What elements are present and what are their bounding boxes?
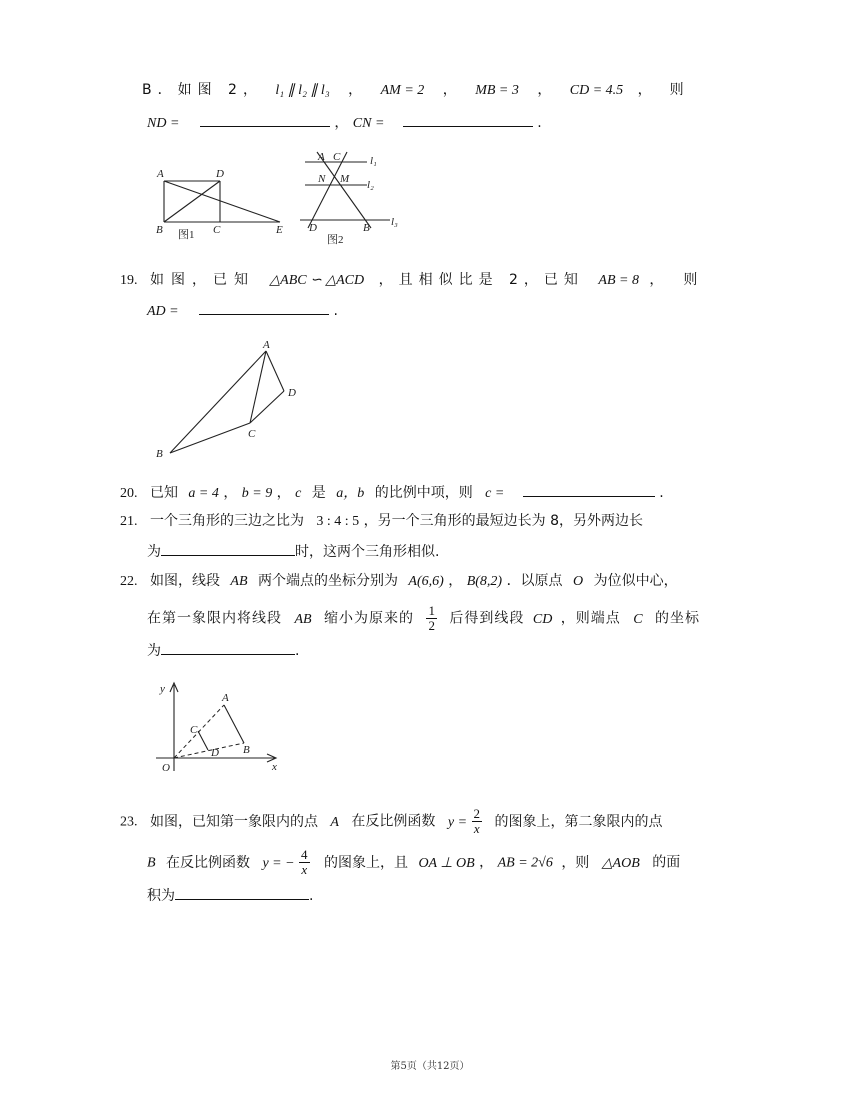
q22-a: A(6,6) bbox=[408, 574, 444, 589]
q18b-nd-blank[interactable] bbox=[200, 112, 330, 127]
q22-ab: AB bbox=[230, 574, 248, 589]
q21-ratio: 3 : 4 : 5 bbox=[316, 514, 360, 529]
q23-line1 bbox=[120, 807, 662, 836]
fig1-label-d: D bbox=[216, 168, 224, 180]
q19-label-a: A bbox=[263, 339, 270, 351]
q22-label-y: y bbox=[160, 683, 165, 695]
q18b-am: AM = 2 bbox=[380, 83, 425, 98]
q22-c: C bbox=[633, 611, 643, 627]
q18b-mb: MB = 3 bbox=[475, 83, 519, 98]
fig2-label-m: M bbox=[340, 173, 350, 185]
q23-text1: 如图，已知第一象限内的点 bbox=[149, 813, 318, 830]
q23-b: B bbox=[147, 855, 156, 871]
q19-label-c: C bbox=[248, 428, 256, 440]
q22-end: . bbox=[295, 643, 300, 659]
q19-similar: △ABC ∽ △ACD bbox=[269, 273, 365, 288]
q23-text3: 的图象上，第二象限内的点 bbox=[494, 813, 663, 830]
fig1-label-c: C bbox=[213, 224, 221, 236]
q22-text9: 的坐标 bbox=[655, 610, 701, 627]
q22-line1 bbox=[120, 571, 678, 592]
q23-y2: y = − bbox=[262, 855, 295, 871]
q23-a: A bbox=[330, 814, 339, 830]
q23-frac2-den: x bbox=[301, 862, 308, 877]
q20-number: 20. bbox=[120, 486, 138, 501]
q23-comma: ， bbox=[479, 854, 494, 871]
q18b-then: ，则 bbox=[637, 82, 702, 98]
q22-blank[interactable] bbox=[161, 640, 295, 655]
q18b-cd: CD = 4.5 bbox=[569, 83, 624, 98]
q23-number: 23. bbox=[120, 814, 138, 830]
q20-comma1: ， bbox=[223, 485, 238, 501]
fig1-label-e: E bbox=[276, 224, 283, 236]
q20-end: . bbox=[659, 485, 664, 501]
page-footer: 第5页（共12页） bbox=[390, 1061, 470, 1072]
fig2-label-l1: l₁ bbox=[370, 155, 377, 167]
q20-text1: 已知 bbox=[149, 485, 178, 501]
q18b-comma4: ， bbox=[334, 115, 349, 131]
q23-frac1-den: x bbox=[473, 821, 480, 836]
q19-label-d: D bbox=[288, 387, 296, 399]
q22-label-x: x bbox=[272, 761, 277, 773]
q20-line bbox=[120, 482, 664, 504]
q19-number: 19. bbox=[120, 273, 138, 288]
q20-ceq: c = bbox=[485, 486, 505, 501]
fig2-label-n: N bbox=[318, 173, 326, 185]
q23-blank[interactable] bbox=[175, 885, 309, 900]
q20-comma2: ， bbox=[276, 485, 291, 501]
q23-text6: ，则 bbox=[561, 854, 590, 871]
fig2-label-c: C bbox=[333, 151, 341, 163]
q20-b: b = 9 bbox=[241, 486, 273, 501]
q22-figure bbox=[150, 675, 290, 785]
q21-line2 bbox=[147, 541, 439, 562]
q22-text8: ，则端点 bbox=[560, 610, 621, 627]
q22-comma: ， bbox=[448, 573, 463, 589]
q22-text2: 两个端点的坐标分别为 bbox=[257, 573, 398, 589]
q22-b: B(8,2) bbox=[466, 574, 503, 589]
q23-fraction-1 bbox=[472, 807, 483, 836]
q21-blank[interactable] bbox=[161, 541, 295, 556]
fig1-caption: 图1 bbox=[178, 229, 195, 241]
fig2-label-l3: l₃ bbox=[391, 216, 398, 228]
q22-lead: 为 bbox=[147, 643, 161, 659]
q22-number: 22. bbox=[120, 574, 138, 589]
q19-line2 bbox=[147, 300, 338, 322]
q22-frac-den: 2 bbox=[428, 618, 435, 633]
q23-lead: 积为 bbox=[147, 888, 175, 904]
q20-text3: 的比例中项，则 bbox=[374, 485, 473, 501]
q18b-figure-1 bbox=[150, 165, 295, 245]
q23-line2 bbox=[147, 848, 680, 877]
q23-text2: 在反比例函数 bbox=[351, 813, 436, 830]
q22-text3: ．以原点 bbox=[506, 573, 563, 589]
q18b-nd: ND = bbox=[147, 116, 180, 131]
q18b-lead: B．如图 2， bbox=[142, 82, 263, 98]
q21-text1: 一个三角形的三边之比为 bbox=[149, 513, 304, 529]
q23-perp: OA ⊥ OB bbox=[418, 855, 475, 871]
q19-ab: AB = 8 bbox=[598, 273, 639, 288]
q18b-cn-blank[interactable] bbox=[403, 112, 533, 127]
q18b-parallel: l₁ ∥ l₂ ∥ l₃ bbox=[275, 83, 330, 98]
q23-text7: 的面 bbox=[652, 854, 681, 871]
q21-text2: ，另一个三角形的最短边长为 8，另外两边长 bbox=[363, 513, 643, 529]
q22-text4: 为位似中心， bbox=[593, 573, 678, 589]
q23-frac2-num: 4 bbox=[301, 847, 308, 862]
q18b-line2 bbox=[147, 112, 542, 134]
q21-lead: 为 bbox=[147, 544, 161, 560]
q18b-comma3: ， bbox=[537, 82, 552, 98]
q22-text1: 如图，线段 bbox=[149, 573, 220, 589]
q21-tail: 时，这两个三角形相似. bbox=[295, 544, 440, 560]
q23-frac1-num: 2 bbox=[473, 806, 480, 821]
q19-ad-blank[interactable] bbox=[199, 300, 329, 315]
q22-label-b: B bbox=[243, 744, 250, 756]
q22-fraction bbox=[426, 604, 437, 633]
fig2-label-b: B bbox=[363, 222, 370, 234]
q23-text5: 的图象上，且 bbox=[323, 854, 408, 871]
q23-fraction-2 bbox=[299, 848, 310, 877]
q19-label-b: B bbox=[156, 448, 163, 460]
q19-end: . bbox=[333, 303, 338, 319]
q22-label-d: D bbox=[211, 747, 219, 759]
q23-ab: AB = 2√6 bbox=[497, 855, 553, 871]
q22-text6: 缩小为原来的 bbox=[324, 610, 415, 627]
q22-line2 bbox=[147, 604, 700, 633]
fig2-label-a: A bbox=[318, 151, 325, 163]
q20-a: a = 4 bbox=[188, 486, 219, 501]
q22-label-a: A bbox=[222, 692, 229, 704]
q19-line1 bbox=[120, 270, 717, 291]
q18b-end: . bbox=[537, 115, 542, 131]
q22-label-c: C bbox=[190, 724, 198, 736]
q18b-cn: CN = bbox=[352, 116, 385, 131]
q22-label-o: O bbox=[162, 762, 170, 774]
q21-line1 bbox=[120, 511, 643, 532]
q23-end: . bbox=[309, 888, 314, 904]
q20-text2: 是 bbox=[311, 485, 326, 501]
q19-text2: ，且相似比是 2，已知 bbox=[378, 272, 584, 288]
q19-ad: AD = bbox=[147, 304, 179, 319]
q19-then: ，则 bbox=[649, 272, 718, 288]
q23-triangle: △AOB bbox=[601, 855, 640, 871]
q20-blank[interactable] bbox=[523, 482, 655, 497]
q22-line3 bbox=[147, 640, 299, 661]
q22-ab2: AB bbox=[294, 611, 312, 627]
q22-o: O bbox=[573, 574, 584, 589]
q19-text1: 如图，已知 bbox=[149, 272, 255, 288]
q22-text7: 后得到线段 bbox=[449, 610, 525, 627]
fig1-label-b: B bbox=[156, 224, 163, 236]
fig2-caption: 图2 bbox=[327, 234, 344, 246]
q22-cd: CD bbox=[532, 611, 553, 627]
q23-y1: y = bbox=[447, 814, 468, 830]
q18b-line1 bbox=[142, 80, 702, 101]
q23-text4: 在反比例函数 bbox=[166, 854, 251, 871]
q20-c: c bbox=[295, 486, 302, 501]
fig2-label-l2: l₂ bbox=[367, 179, 374, 191]
q18b-comma1: ， bbox=[348, 82, 363, 98]
q22-frac-num: 1 bbox=[428, 603, 435, 618]
q23-line3 bbox=[147, 885, 313, 906]
q18b-figure-2 bbox=[295, 148, 410, 248]
q22-text5: 在第一象限内将线段 bbox=[147, 610, 282, 627]
q19-figure bbox=[150, 335, 310, 465]
q20-ab: a，b bbox=[336, 486, 365, 501]
fig2-label-d: D bbox=[309, 222, 317, 234]
fig1-label-a: A bbox=[157, 168, 164, 180]
q21-number: 21. bbox=[120, 514, 138, 529]
q18b-comma2: ， bbox=[442, 82, 457, 98]
